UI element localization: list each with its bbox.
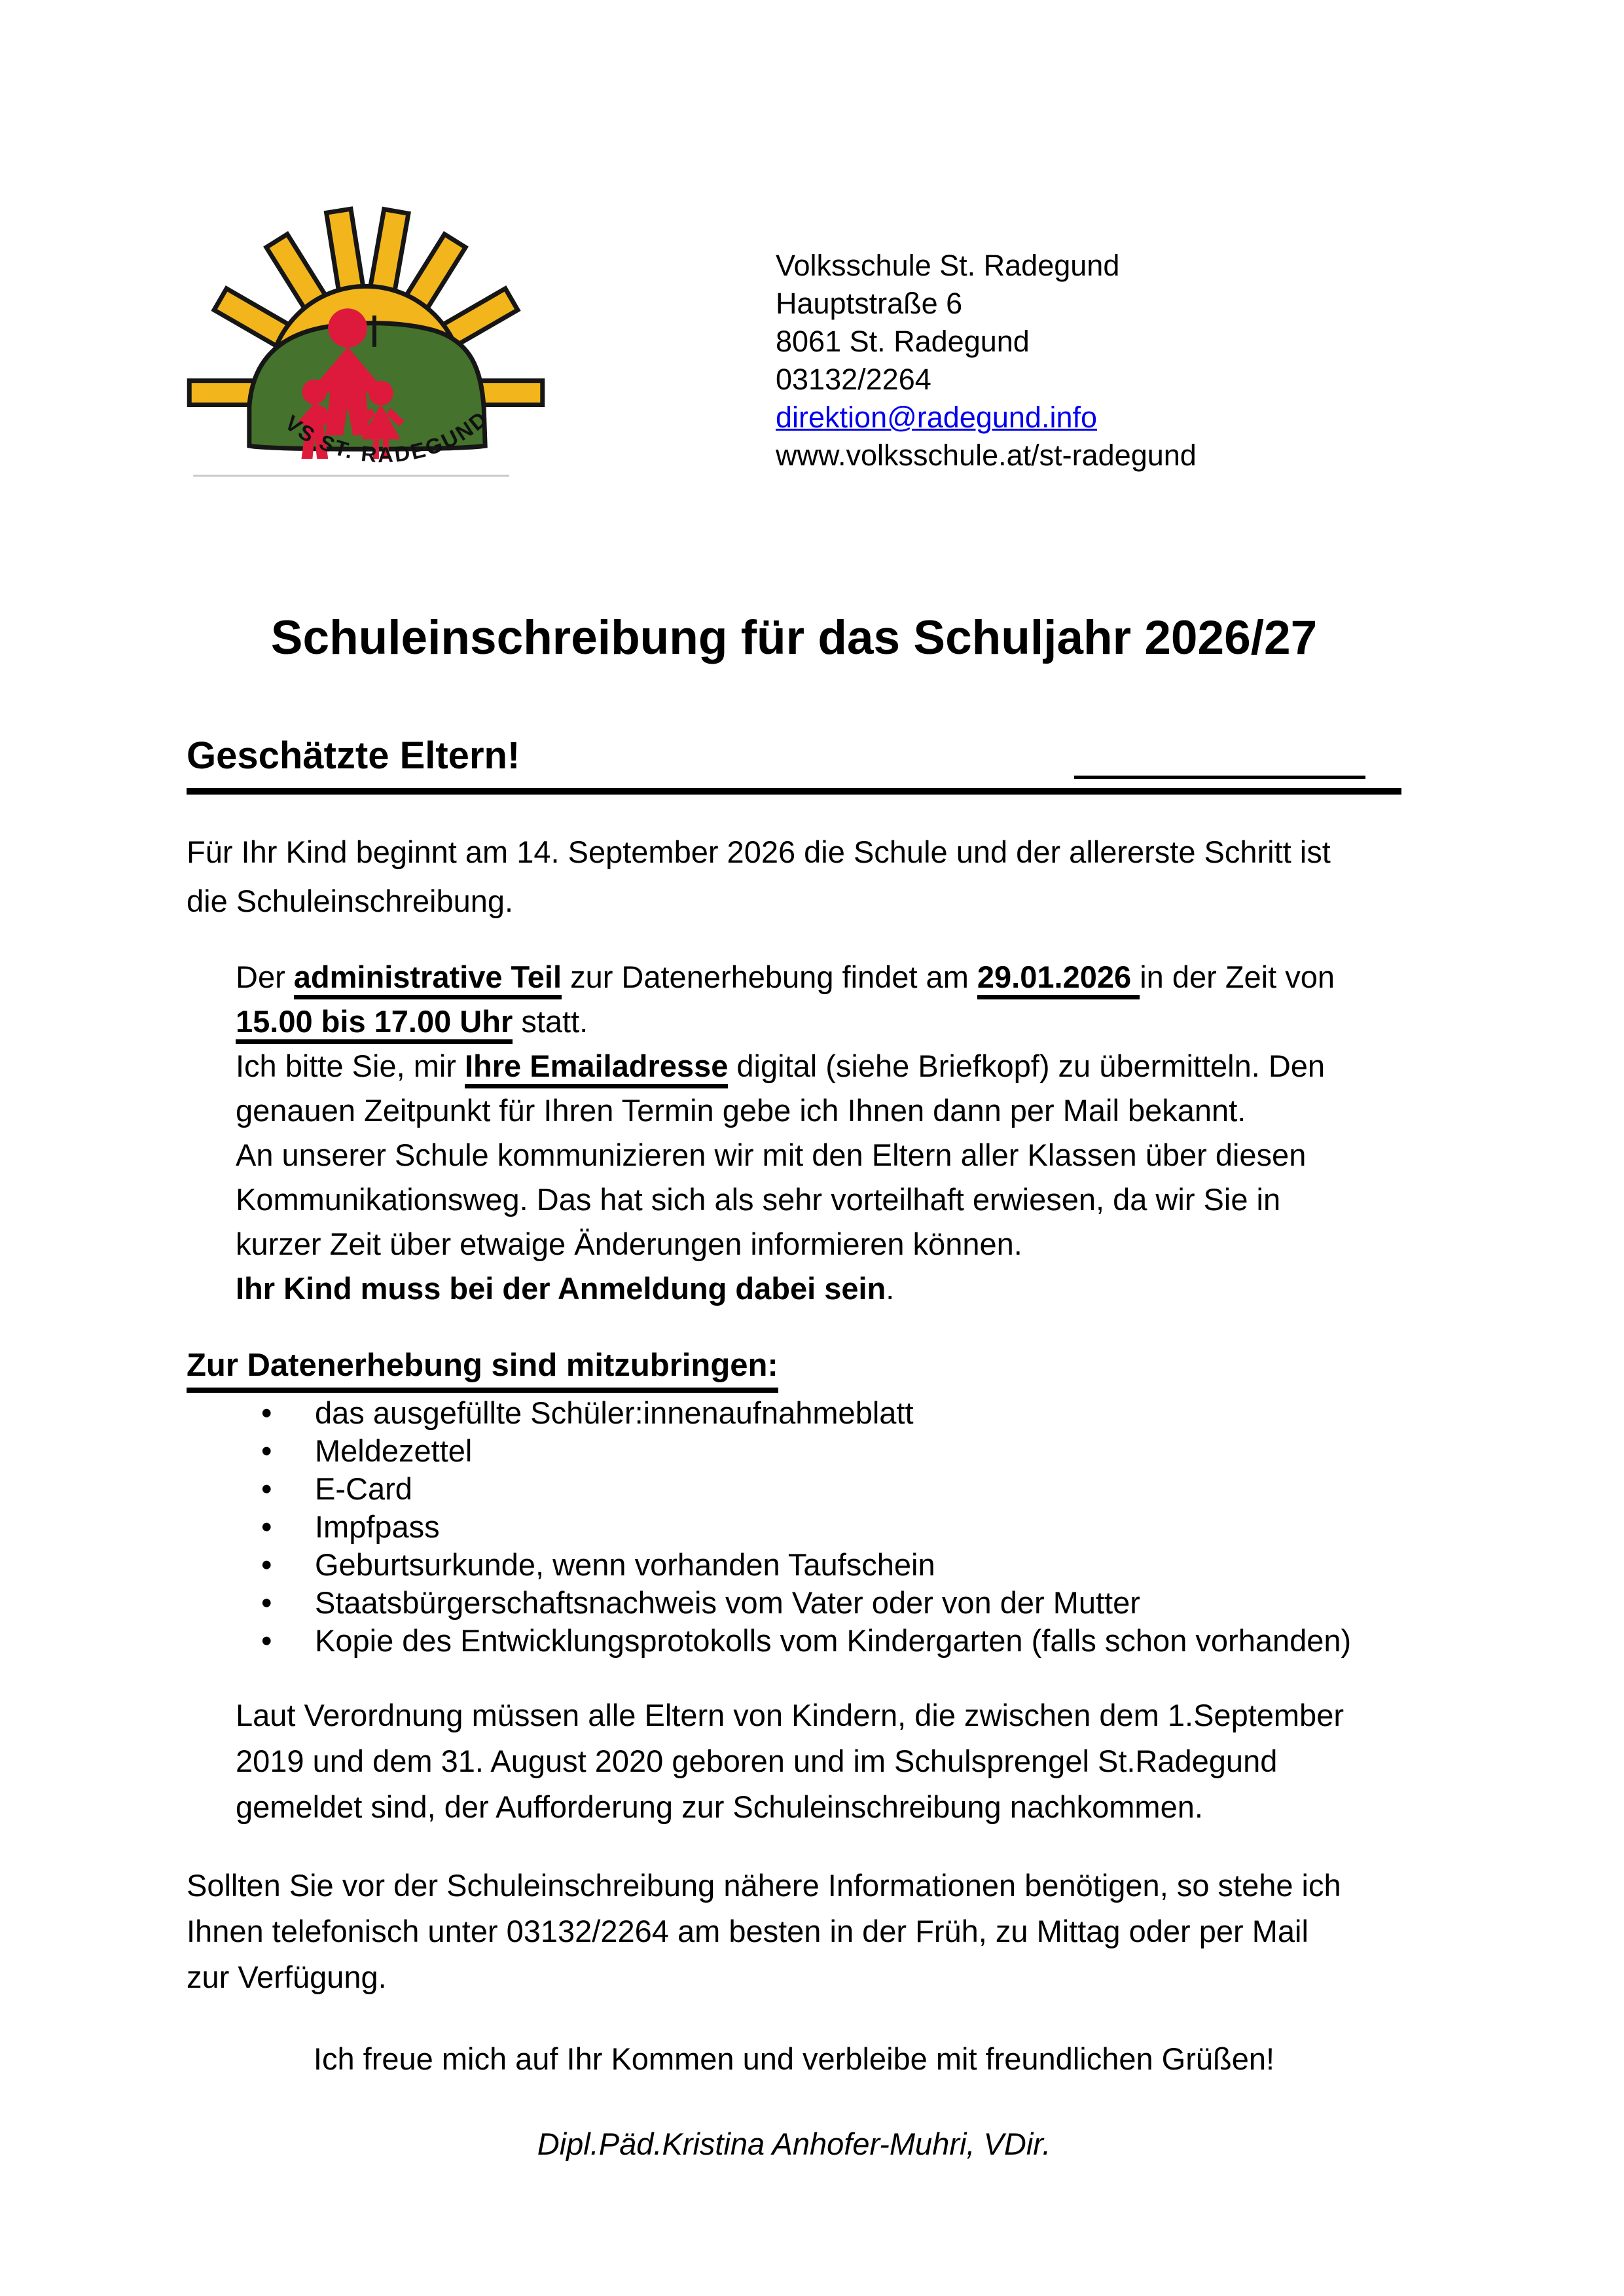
list-item	[187, 1622, 1401, 1660]
admin-line: An unserer Schule kommunizieren wir mit den Eltern aller Klassen über diesen	[236, 1138, 1307, 1172]
logo-caption: VS ST. RADEGUND	[280, 405, 494, 467]
checklist	[187, 1394, 1401, 1660]
regulation-line: gemeldet sind, der Aufforderung zur Schuleinschreibung nachkommen.	[236, 1789, 1203, 1824]
school-logo	[187, 193, 545, 483]
admin-line: 15.00 bis 17.00 Uhr statt.	[236, 999, 1401, 1044]
bullet-icon: •	[261, 1433, 272, 1468]
intro-line: Für Ihr Kind beginnt am 14. September 2026 die Schule und der allererste Schritt ist	[187, 834, 1331, 869]
bullet-icon: •	[261, 1395, 272, 1430]
list-item-text: Geburtsurkunde, wenn vorhanden Taufschein	[315, 1547, 935, 1582]
phone-number: 03132/2264	[776, 363, 931, 396]
admin-line: Der administrative Teil zur Datenerhebung findet am 29.01.2026 in der Zeit von	[236, 955, 1401, 999]
admin-part-highlight: administrative Teil	[294, 960, 562, 999]
bullet-icon: •	[261, 1471, 272, 1506]
bullet-icon: •	[261, 1585, 272, 1620]
list-item	[187, 1470, 1401, 1508]
contact-info-line: zur Verfügung.	[187, 1960, 387, 1994]
admin-line: kurzer Zeit über etwaige Änderungen informieren können.	[236, 1227, 1022, 1261]
attendance-notice: Ihr Kind muss bei der Anmeldung dabei sein	[236, 1271, 886, 1306]
list-item-text: E-Card	[315, 1471, 412, 1506]
regulation-paragraph	[236, 1693, 1401, 1830]
website-text: www.volksschule.at/st-radegund	[776, 439, 1197, 472]
regulation-line: Laut Verordnung müssen alle Eltern von Kindern, die zwischen dem 1.September	[236, 1698, 1344, 1732]
list-item	[187, 1546, 1401, 1584]
contact-info-paragraph	[187, 1863, 1401, 2000]
signature-line: Dipl.Päd.Kristina Anhofer-Muhri, VDir.	[537, 2126, 1051, 2161]
letterhead	[187, 193, 1401, 483]
time-highlight: 15.00 bis 17.00 Uhr	[236, 1004, 513, 1044]
list-item	[187, 1432, 1401, 1470]
list-item	[187, 1584, 1401, 1622]
address-block	[776, 247, 1197, 475]
admin-line: Ich bitte Sie, mir Ihre Emailadresse digital (siehe Briefkopf) zu übermitteln. Den	[236, 1044, 1401, 1088]
contact-info-line: Sollten Sie vor der Schuleinschreibung nähere Informationen benötigen, so stehe ich	[187, 1868, 1341, 1903]
admin-info-block	[236, 955, 1401, 1311]
list-item-text: Kopie des Entwicklungsprotokolls vom Kindergarten (falls schon vorhanden)	[315, 1623, 1352, 1658]
email-link[interactable]: direktion@radegund.info	[776, 401, 1098, 434]
city-address: 8061 St. Radegund	[776, 325, 1030, 358]
email-highlight: Ihre Emailadresse	[465, 1049, 728, 1088]
admin-line: genauen Zeitpunkt für Ihren Termin gebe ich Ihnen dann per Mail bekannt.	[236, 1093, 1246, 1128]
salutation-underline-segment	[1074, 776, 1365, 779]
closing-line: Ich freue mich auf Ihr Kommen und verbleibe mit freundlichen Grüßen!	[313, 2041, 1275, 2076]
document-title: Schuleinschreibung für das Schuljahr 2026/27	[270, 611, 1318, 664]
bullet-icon: •	[261, 1623, 272, 1658]
date-highlight: 29.01.2026	[977, 960, 1140, 999]
contact-info-line: Ihnen telefonisch unter 03132/2264 am besten in der Früh, zu Mittag oder per Mail	[187, 1914, 1308, 1948]
admin-line: Ihr Kind muss bei der Anmeldung dabei sein.	[236, 1271, 895, 1306]
list-item	[187, 1508, 1401, 1546]
school-name: Volksschule St. Radegund	[776, 249, 1120, 282]
list-item-text: das ausgefüllte Schüler:innenaufnahmeblatt	[315, 1395, 914, 1430]
bullet-icon: •	[261, 1547, 272, 1582]
list-item-text: Meldezettel	[315, 1433, 473, 1468]
list-item-text: Staatsbürgerschaftsnachweis vom Vater oder von der Mutter	[315, 1585, 1140, 1620]
checklist-heading: Zur Datenerhebung sind mitzubringen:	[187, 1347, 1401, 1384]
salutation: Geschätzte Eltern!	[187, 734, 520, 777]
intro-paragraph	[187, 827, 1401, 925]
school-logo-image	[187, 193, 545, 480]
bullet-icon: •	[261, 1509, 272, 1544]
street-address: Hauptstraße 6	[776, 287, 963, 320]
admin-line: Kommunikationsweg. Das hat sich als sehr vorteilhaft erwiesen, da wir Sie in	[236, 1182, 1281, 1217]
list-item-text: Impfpass	[315, 1509, 440, 1544]
intro-line: die Schuleinschreibung.	[187, 884, 514, 918]
regulation-line: 2019 und dem 31. August 2020 geboren und im Schulsprengel St.Radegund	[236, 1744, 1278, 1778]
list-item	[187, 1394, 1401, 1432]
salutation-row	[187, 734, 1401, 795]
